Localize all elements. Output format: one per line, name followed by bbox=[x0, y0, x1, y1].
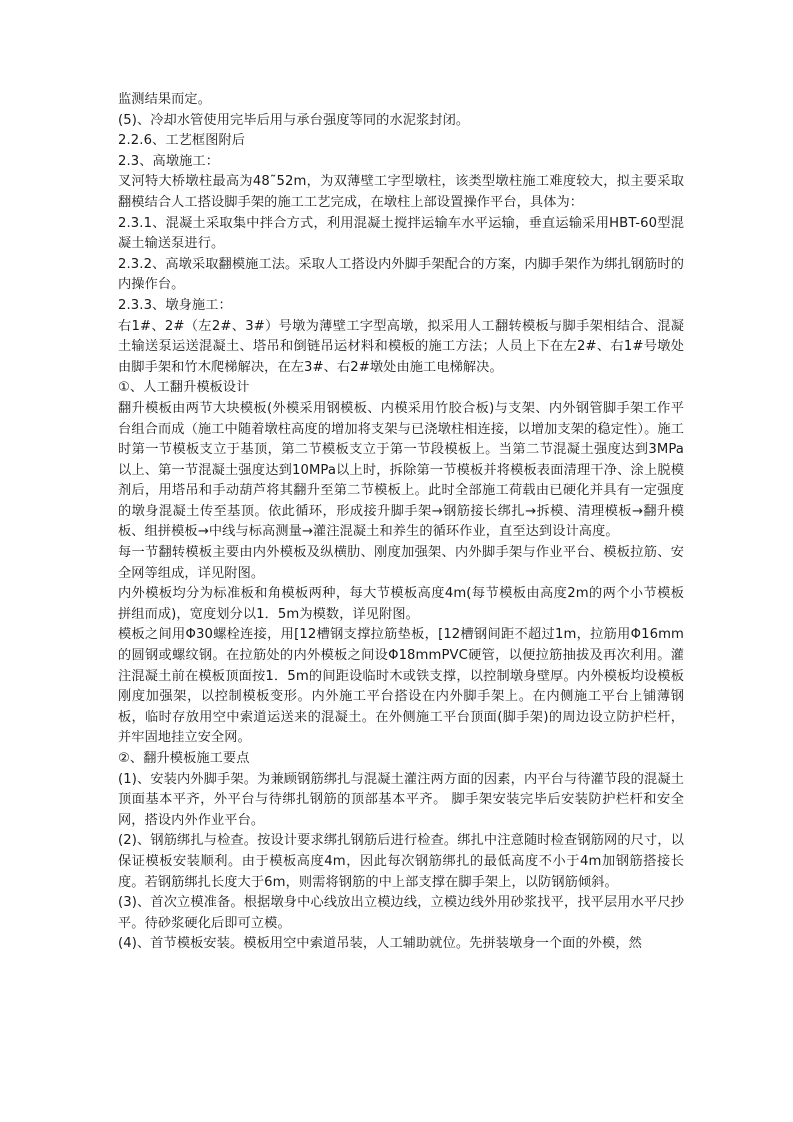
paragraph: 右1#、2#（左2#、3#）号墩为薄壁工字型高墩，拟采用人工翻转模板与脚手架相结合、混凝土输送泵运送混凝土、塔吊和倒链吊运材料和模板的施工方法；人员上下在左2#、右1#号墩处由脚手架和竹木爬梯解决，在左3#、右2#墩处由施工电梯解决。 bbox=[118, 318, 684, 375]
paragraph: 监测结果而定。 bbox=[118, 92, 212, 107]
paragraph: 每一节翻转模板主要由内外模板及纵横肋、刚度加强架、内外脚手架与作业平台、模板拉筋、安全网等组成，详见附图。 bbox=[118, 545, 684, 581]
section-heading: ①、人工翻升模板设计 bbox=[118, 380, 250, 396]
paragraph: (2)、钢筋绑扎与检查。按设计要求绑扎钢筋后进行检查。绑扎中注意随时检查钢筋网的尺寸，以保证模板安装顺利。由于模板高度4m，因此每次钢筋绑扎的最低高度不小于4m加钢筋搭接长度。若钢筋绑扎长度大于6m，则需将钢筋的中上部支撑在脚手架上，以防钢筋倾斜。 bbox=[118, 833, 684, 890]
paragraph: 2.3.1、混凝土采取集中拌合方式，利用混凝土搅拌运输车水平运输，垂直运输采用HBT-60型混凝土输送泵进行。 bbox=[118, 215, 684, 252]
paragraph: (3)、首次立模准备。根据墩身中心线放出立模边线，立模边线外用砂浆找平，找平层用水平尺抄平。待砂浆硬化后即可立模。 bbox=[118, 895, 684, 931]
paragraph: 翻升模板由两节大块模板(外模采用钢模板、内模采用竹胶合板)与支架、内外钢管脚手架工作平台组合而成（施工中随着墩柱高度的增加将支架与已浇墩柱相连接，以增加支架的稳定性）。施工时第一节模板支立于基顶，第二节模板支立于第一节段模板上。当第二节混凝土强度达到3MPa以上、第一节混凝土强度达到10MPa以上时，拆除第一节模板并将模板表面清理干净、涂上脱模剂后，用塔吊和手动葫芦将其翻升至第二节模板上。此时全部施工荷载由已硬化并具有一定强度的墩身混凝土传至基顶。依此循环，形成接升脚手架→钢筋接长绑扎→拆模、清理模板→翻升模板、组拼模板→中线与标高测量→灌注混凝土和养生的循环作业，直至达到设计高度。 bbox=[118, 400, 684, 540]
paragraph: 叉河特大桥墩柱最高为48˜52m，为双薄壁工字型墩柱，该类型墩柱施工难度较大，拟主要采取翻模结合人工搭设脚手架的施工工艺完成，在墩柱上部设置操作平台，具体为： bbox=[118, 174, 684, 210]
section-heading: 2.3.3、墩身施工： bbox=[118, 297, 232, 313]
section-heading: ②、翻升模板施工要点 bbox=[118, 751, 250, 766]
paragraph: (4)、首节模板安装。模板用空中索道吊装，人工辅助就位。先拼装墩身一个面的外模，然 bbox=[118, 936, 642, 952]
paragraph: (5)、冷却水管使用完毕后用与承台强度等同的水泥浆封闭。 bbox=[118, 112, 470, 128]
document-body bbox=[118, 90, 684, 955]
paragraph: 2.3.2、高墩采取翻模施工法。采取人工搭设内外脚手架配合的方案，内脚手架作为绑扎钢筋时的内操作台。 bbox=[118, 256, 684, 293]
paragraph: (1)、安装内外脚手架。为兼顾钢筋绑扎与混凝土灌注两方面的因素，内平台与待灌节段的混凝土顶面基本平齐，外平台与待绑扎钢筋的顶部基本平齐。 脚手架安装完毕后安装防护栏杆和安全网，搭设内外作业平台。 bbox=[118, 771, 684, 828]
paragraph: 模板之间用Φ30螺栓连接，用[12槽钢支撑拉筋垫板，[12槽钢间距不超过1m，拉筋用Φ16mm的圆钢或螺纹钢。在拉筋处的内外模板之间设Φ18mmPVC硬管，以便拉筋抽拔及再次利用。灌注混凝土前在模板顶面按1．5m的间距设临时木或铁支撑，以控制墩身壁厚。内外模板均设模板刚度加强架，以控制模板变形。内外施工平台搭设在内外脚手架上。在内侧施工平台上铺薄钢板，临时存放用空中索道运送来的混凝土。在外侧施工平台顶面(脚手架)的周边设立防护栏杆，并牢固地挂立安全网。 bbox=[118, 627, 684, 746]
section-heading: 2.2.6、工艺框图附后 bbox=[118, 133, 246, 149]
section-heading: 2.3、高墩施工： bbox=[118, 153, 219, 169]
paragraph: 内外模板均分为标准板和角模板两种，每大节模板高度4m(每节模板由高度2m的两个小节模板拼组而成)，宽度划分以1．5m为模数，详见附图。 bbox=[118, 586, 684, 622]
